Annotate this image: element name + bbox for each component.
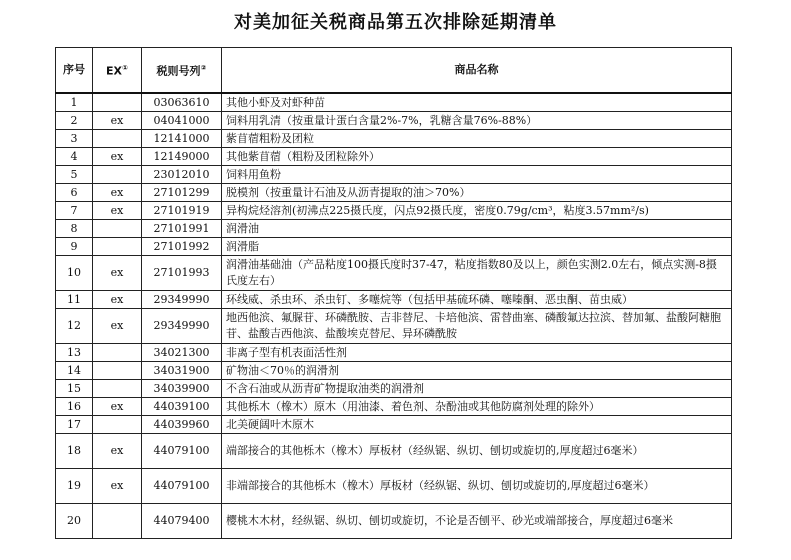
cell-product-name: 脱模剂（按重量计石油及从沥青提取的油＞70%） [222,184,732,202]
cell-product-name: 其他栎木（橡木）原木（用油漆、着色剂、杂酚油或其他防腐剂处理的除外） [222,398,732,416]
cell-tariff-code: 27101919 [142,202,222,220]
cell-tariff-code: 12141000 [142,130,222,148]
cell-seq: 14 [56,362,93,380]
cell-seq: 18 [56,434,93,469]
header-product-name: 商品名称 [222,48,732,94]
cell-seq: 15 [56,380,93,398]
cell-product-name: 润滑脂 [222,238,732,256]
cell-tariff-code: 23012010 [142,166,222,184]
cell-product-name: 北美硬阔叶木原木 [222,416,732,434]
cell-seq: 20 [56,504,93,539]
cell-product-name: 端部接合的其他栎木（橡木）厚板材（经纵锯、纵切、刨切或旋切的,厚度超过6毫米） [222,434,732,469]
header-seq: 序号 [56,48,93,94]
cell-ex: ex [93,398,142,416]
page-title: 对美加征关税商品第五次排除延期清单 [234,12,557,33]
table-row [56,398,732,416]
cell-tariff-code: 34031900 [142,362,222,380]
header-tariff-code [142,48,222,94]
cell-ex [93,344,142,362]
cell-seq: 3 [56,130,93,148]
header-ex [93,48,142,94]
table-row [56,148,732,166]
cell-seq: 11 [56,291,93,309]
header-tariff-code-label: 税则号列 [156,64,201,78]
cell-tariff-code: 27101991 [142,220,222,238]
table-row [56,112,732,130]
cell-tariff-code: 44039960 [142,416,222,434]
table-row [56,256,732,291]
cell-ex [93,362,142,380]
table-header-row [56,48,732,94]
cell-ex: ex [93,112,142,130]
cell-seq: 12 [56,309,93,344]
table-row [56,416,732,434]
cell-ex [93,130,142,148]
cell-tariff-code: 44039100 [142,398,222,416]
cell-ex: ex [93,291,142,309]
cell-seq: 8 [56,220,93,238]
cell-ex [93,238,142,256]
cell-product-name: 非离子型有机表面活性剂 [222,344,732,362]
table-row [56,362,732,380]
cell-seq: 7 [56,202,93,220]
header-tariff-code-footnote: ② [200,64,207,73]
cell-seq: 2 [56,112,93,130]
exclusion-list-table [55,47,732,539]
cell-seq: 6 [56,184,93,202]
cell-seq: 9 [56,238,93,256]
cell-tariff-code: 29349990 [142,291,222,309]
cell-product-name: 樱桃木木材，经纵锯、纵切、刨切或旋切，不论是否刨平、砂光或端部接合，厚度超过6毫米 [222,504,732,539]
cell-tariff-code: 34039900 [142,380,222,398]
table-row [56,434,732,469]
cell-tariff-code: 27101992 [142,238,222,256]
cell-tariff-code: 44079400 [142,504,222,539]
table-row [56,93,732,112]
cell-product-name: 饲料用鱼粉 [222,166,732,184]
cell-seq: 5 [56,166,93,184]
cell-ex: ex [93,309,142,344]
table-row [56,202,732,220]
cell-tariff-code: 04041000 [142,112,222,130]
cell-tariff-code: 03063610 [142,93,222,112]
cell-product-name: 非端部接合的其他栎木（橡木）厚板材（经纵锯、纵切、刨切或旋切的,厚度超过6毫米） [222,469,732,504]
table-row [56,380,732,398]
table-row [56,291,732,309]
cell-ex: ex [93,469,142,504]
cell-seq: 10 [56,256,93,291]
cell-tariff-code: 44079100 [142,434,222,469]
cell-tariff-code: 27101993 [142,256,222,291]
cell-tariff-code: 34021300 [142,344,222,362]
cell-seq: 19 [56,469,93,504]
cell-ex: ex [93,434,142,469]
table-row [56,469,732,504]
cell-product-name: 紫苜蓿粗粉及团粒 [222,130,732,148]
cell-ex [93,93,142,112]
cell-ex: ex [93,148,142,166]
table-row [56,166,732,184]
cell-product-name: 不含石油或从沥青矿物提取油类的润滑剂 [222,380,732,398]
cell-product-name: 异构烷烃溶剂(初沸点225摄氏度，闪点92摄氏度，密度0.79g/cm³，粘度3.57mm²/s) [222,202,732,220]
cell-tariff-code: 44079100 [142,469,222,504]
table-row [56,184,732,202]
cell-seq: 1 [56,93,93,112]
cell-seq: 4 [56,148,93,166]
cell-product-name: 环线威、杀虫环、杀虫钉、多噻烷等（包括甲基硫环磷、噻嗪酮、恶虫酮、苗虫威） [222,291,732,309]
cell-product-name: 其他小虾及对虾种苗 [222,93,732,112]
cell-seq: 16 [56,398,93,416]
table-body [56,93,732,539]
table-row [56,220,732,238]
cell-ex: ex [93,184,142,202]
cell-ex [93,220,142,238]
table-row [56,504,732,539]
cell-ex [93,166,142,184]
cell-ex [93,504,142,539]
cell-ex: ex [93,256,142,291]
cell-product-name: 地西他滨、氟脲苷、环磷酰胺、吉非替尼、卡培他滨、雷替曲塞、磷酸氟达拉滨、替加氟、盐酸阿糖胞苷、盐酸吉西他滨、盐酸埃克替尼、异环磷酰胺 [222,309,732,344]
header-ex-label: EX [106,64,123,78]
cell-tariff-code: 12149000 [142,148,222,166]
cell-seq: 17 [56,416,93,434]
cell-product-name: 润滑油 [222,220,732,238]
cell-product-name: 饲料用乳清（按重量计蛋白含量2%-7%，乳糖含量76%-88%） [222,112,732,130]
cell-tariff-code: 29349990 [142,309,222,344]
cell-seq: 13 [56,344,93,362]
table-row [56,309,732,344]
cell-ex [93,416,142,434]
table-row [56,130,732,148]
cell-ex [93,380,142,398]
table-row [56,238,732,256]
cell-product-name: 其他紫苜蓿（粗粉及团粒除外） [222,148,732,166]
cell-product-name: 润滑油基础油（产品粘度100摄氏度时37-47，粘度指数80及以上，颜色实测2.0左右，倾点实测-8摄氏度左右） [222,256,732,291]
table-row [56,344,732,362]
cell-product-name: 矿物油＜70％的润滑剂 [222,362,732,380]
header-ex-footnote: ① [122,64,128,73]
cell-ex: ex [93,202,142,220]
cell-tariff-code: 27101299 [142,184,222,202]
